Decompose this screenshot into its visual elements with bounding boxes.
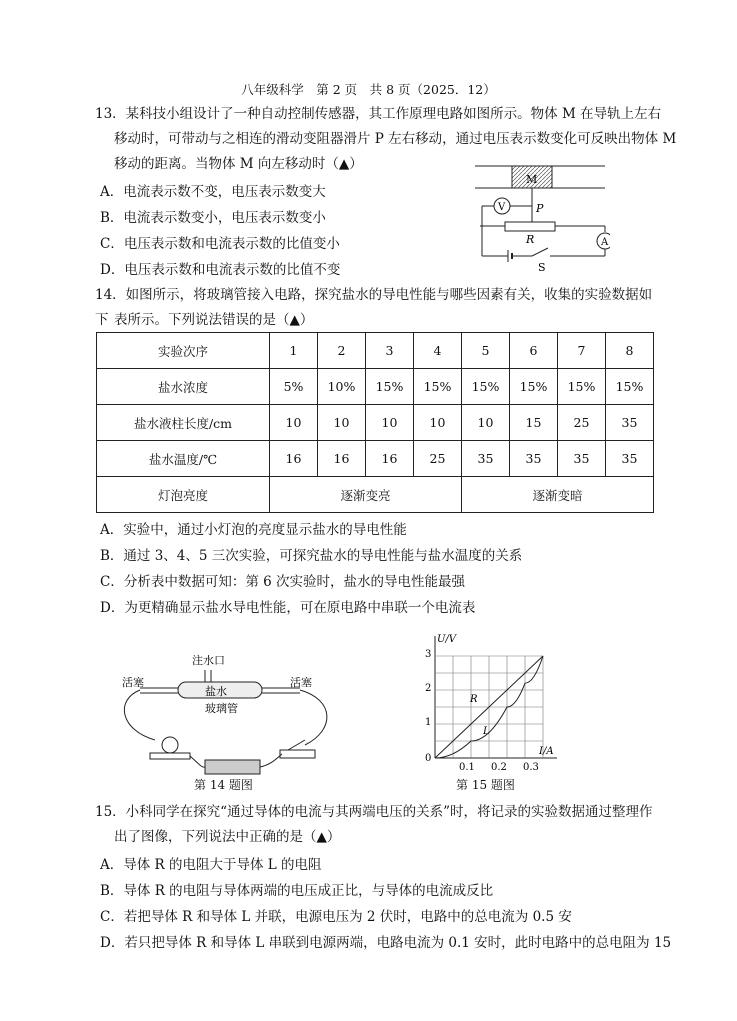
- q13-stem-line3: 移动的距离。当物体 M 向左移动时（▲）: [114, 156, 363, 172]
- table-cell: 15%: [462, 369, 510, 405]
- graph-xtick: 0.2: [491, 762, 507, 770]
- table-cell: 10: [462, 405, 510, 441]
- table-cell: 15%: [510, 369, 558, 405]
- table-row-label: 盐水浓度: [97, 369, 270, 405]
- q14-label-plug-right: 活塞: [290, 676, 312, 689]
- table-cell: 15: [510, 405, 558, 441]
- table-row: [97, 405, 654, 441]
- table-cell: 35: [510, 441, 558, 477]
- table-cell: 16: [366, 441, 414, 477]
- q14-label-inlet: 注水口: [192, 654, 225, 667]
- page-header: 八年级科学 第 2 页 共 8 页（2025．12）: [241, 82, 496, 97]
- table-row: [97, 477, 654, 513]
- table-cell: 1: [270, 333, 318, 369]
- graph-series-label-l: L: [483, 726, 490, 737]
- table-cell: 6: [510, 333, 558, 369]
- q15-stem-line1: 15．小科同学在探究“通过导体的电流与其两端电压的关系”时，将记录的实验数据通过整理作: [95, 804, 653, 820]
- q14-option-b[interactable]: B．通过 3、4、5 三次实验，可探究盐水的导电性能与盐水温度的关系: [100, 548, 523, 564]
- q14-label-tube: 玻璃管: [205, 702, 238, 715]
- table-cell: 5%: [270, 369, 318, 405]
- q14-label-salt: 盐水: [205, 685, 227, 698]
- q13-option-d[interactable]: D．电压表示数和电流表示数的比值不变: [100, 262, 341, 278]
- q14-option-d[interactable]: D．为更精确显示盐水导电性能，可在原电路中串联一个电流表: [100, 600, 476, 616]
- q13-option-b[interactable]: B．电流表示数变小，电压表示数变小: [100, 210, 326, 226]
- graph-xtick: 0.1: [459, 762, 475, 770]
- q13-label-p: P: [536, 202, 544, 215]
- graph-ytick: 0: [425, 753, 432, 764]
- q13-stem-line1: 13．某科技小组设计了一种自动控制传感器，其工作原理电路如图所示。物体 M 在导轨上左右: [95, 106, 662, 122]
- table-cell: 15%: [414, 369, 462, 405]
- table-cell: 25: [414, 441, 462, 477]
- table-cell: 16: [270, 441, 318, 477]
- table-cell: 16: [318, 441, 366, 477]
- graph-ytick: 2: [425, 683, 432, 694]
- table-cell: 35: [558, 441, 606, 477]
- table-cell: 3: [366, 333, 414, 369]
- q15-option-d[interactable]: D．若只把导体 R 和导体 L 串联到电源两端，电路电流为 0.1 安时，此时电路中的总电阻为 15: [100, 935, 672, 951]
- table-cell: 逐渐变亮: [270, 477, 462, 513]
- q15-figure-caption: 第 15 题图: [456, 778, 515, 792]
- table-cell: 10: [318, 405, 366, 441]
- q13-label-a: A: [601, 237, 609, 248]
- graph-ytick: 3: [425, 649, 432, 660]
- q13-label-v: V: [498, 202, 506, 213]
- q13-label-s: S: [538, 261, 546, 274]
- graph-xtick: 0.3: [523, 762, 539, 770]
- table-cell: 10%: [318, 369, 366, 405]
- q14-option-c[interactable]: C．分析表中数据可知：第 6 次实验时，盐水的导电性能最强: [100, 574, 466, 590]
- q15-option-a[interactable]: A．导体 R 的电阻大于导体 L 的电阻: [100, 857, 322, 873]
- table-cell: 35: [462, 441, 510, 477]
- graph-ylabel: U/V: [437, 634, 457, 645]
- table-cell: 10: [414, 405, 462, 441]
- table-cell: 4: [414, 333, 462, 369]
- q15-stem-line2: 出了图像，下列说法中正确的是（▲）: [114, 829, 341, 845]
- q13-option-a[interactable]: A．电流表示数不变，电压表示数变大: [100, 184, 326, 200]
- table-cell: 7: [558, 333, 606, 369]
- q14-data-table: [96, 332, 654, 513]
- table-row: [97, 369, 654, 405]
- table-row-label: 灯泡亮度: [97, 477, 270, 513]
- table-cell: 35: [606, 405, 654, 441]
- q13-stem-line2: 移动时，可带动与之相连的滑动变阻器滑片 P 左右移动，通过电压表示数变化可反映出物体 M: [114, 131, 677, 147]
- table-cell: 10: [366, 405, 414, 441]
- table-cell: 逐渐变暗: [462, 477, 654, 513]
- table-cell: 15%: [606, 369, 654, 405]
- table-cell: 35: [606, 441, 654, 477]
- table-cell: 2: [318, 333, 366, 369]
- q13-label-r: R: [526, 233, 535, 246]
- q14-figure-caption: 第 14 题图: [194, 778, 253, 792]
- q14-label-plug-left: 活塞: [122, 676, 144, 689]
- q14-option-a[interactable]: A．实验中，通过小灯泡的亮度显示盐水的导电性能: [100, 522, 407, 538]
- q15-option-b[interactable]: B．导体 R 的电阻与导体两端的电压成正比，与导体的电流成反比: [100, 883, 494, 899]
- table-cell: 10: [270, 405, 318, 441]
- graph-xlabel: I/A: [539, 746, 554, 757]
- table-cell: 5: [462, 333, 510, 369]
- table-row-label: 盐水温度/℃: [97, 441, 270, 477]
- table-row: [97, 333, 654, 369]
- table-cell: 25: [558, 405, 606, 441]
- q13-option-c[interactable]: C．电压表示数和电流表示数的比值变小: [100, 236, 340, 252]
- table-row-label: 盐水液柱长度/cm: [97, 405, 270, 441]
- q14-stem-line2: 表所示。下列说法错误的是（▲）: [114, 312, 314, 328]
- q13-circuit-diagram: [470, 160, 610, 275]
- graph-series-label-r: R: [470, 694, 478, 705]
- q14-stem-line1: 14．如图所示，将玻璃管接入电路，探究盐水的导电性能与哪些因素有关，收集的实验数据如下: [95, 287, 653, 328]
- graph-ytick: 1: [425, 717, 432, 728]
- table-cell: 8: [606, 333, 654, 369]
- table-row-label: 实验次序: [97, 333, 270, 369]
- q15-option-c[interactable]: C．若把导体 R 和导体 L 并联，电源电压为 2 伏时，电路中的总电流为 0.5 安: [100, 909, 572, 925]
- q13-label-m: M: [526, 173, 538, 186]
- table-row: [97, 441, 654, 477]
- table-cell: 15%: [366, 369, 414, 405]
- q15-ui-graph: [415, 630, 565, 770]
- table-cell: 15%: [558, 369, 606, 405]
